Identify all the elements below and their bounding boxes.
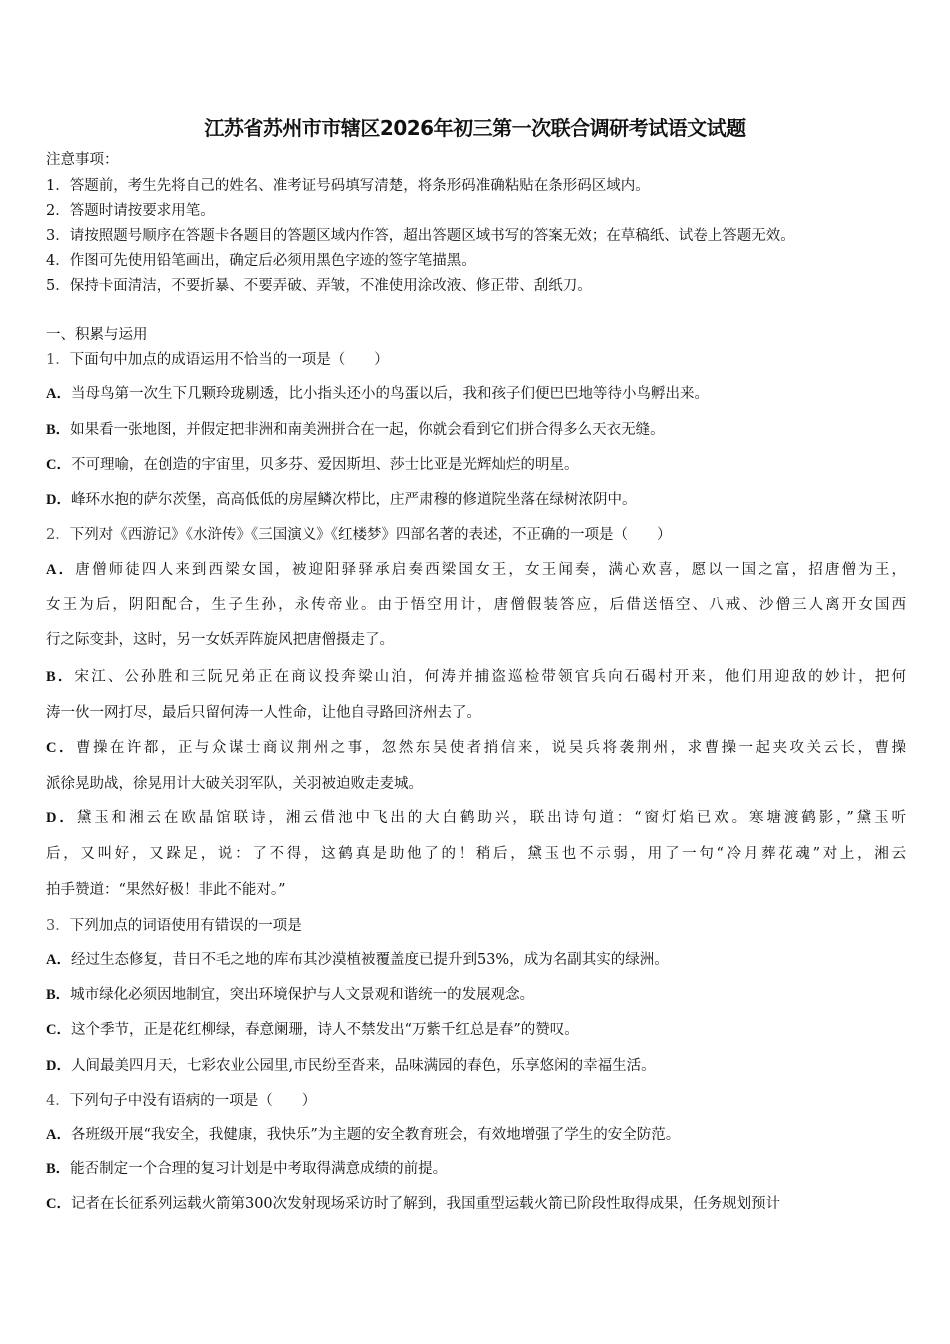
option-text: 拍手赞道：“果然好极！非此不能对。” [46, 882, 286, 898]
option-text: 记者在长征系列运载火箭第300次发射现场采访时了解到，我国重型运载火箭已阶段性取得成果，任务规划预计 [70, 1196, 781, 1212]
option-text: 曹操在许都，正与众谋士商议荆州之事，忽然东吴使者捎信来，说吴兵将袭荆州，求曹操一起夹攻关云长，曹操 [75, 740, 906, 756]
option-line [46, 490, 636, 510]
option-text: 女王为后，阴阳配合，生子生孙，永传帝业。由于悟空用计，唐僧假装答应，后借送悟空、八戒、沙僧三人离开女国西 [46, 597, 906, 613]
option-label: B． [46, 1161, 71, 1177]
option-line [46, 1125, 680, 1145]
option-line [46, 844, 906, 864]
question-text: 下面句中加点的成语运用不恰当的一项是（ ） [69, 352, 389, 368]
option-text: 峰环水抱的萨尔茨堡，高高低低的房屋鳞次栉比，庄严肃穆的修道院坐落在绿树浓阴中。 [70, 492, 637, 508]
option-line [46, 1159, 447, 1179]
option-line [46, 738, 906, 758]
option-line [46, 630, 394, 650]
option-line [46, 703, 481, 723]
option-text: 涛一伙一网打尽，最后只留何涛一人性命，让他自寻路回济州去了。 [46, 705, 481, 721]
option-label: A． [46, 952, 71, 968]
option-text: 如果看一张地图，并假定把非洲和南美洲拼合在一起，你就会看到它们拼合得多么天衣无缝。 [70, 422, 665, 438]
question-number: 1． [46, 352, 70, 368]
option-line [46, 1056, 656, 1076]
option-line [46, 1194, 780, 1214]
option-label: A． [46, 1127, 71, 1143]
question-text: 下列句子中没有语病的一项是（ ） [69, 1093, 317, 1109]
option-line [46, 950, 669, 970]
option-text: 人间最美四月天，七彩农业公园里,市民纷至沓来，品味满园的春色，乐享悠闲的幸福生活。 [70, 1058, 656, 1074]
option-text: 黛玉和湘云在欧晶馆联诗，湘云借池中飞出的大白鹤助兴，联出诗句道：“窗灯焰已欢。寒塘渡鹤影，”黛玉听 [76, 810, 906, 826]
option-text: 当母鸟第一次生下几颗玲珑剔透，比小指头还小的鸟蛋以后，我和孩子们便巴巴地等待小鸟孵出来。 [70, 386, 709, 402]
option-line [46, 595, 906, 615]
option-text: 唐僧师徒四人来到西梁女国，被迎阳驿驿承启奏西梁国女王，女王闻奏，满心欢喜，愿以一国之富，招唐僧为王， [75, 562, 906, 578]
option-label: D． [46, 810, 77, 826]
notice-item: 4．作图可先使用铅笔画出，确定后必须用黑色字迹的签字笔描黑。 [46, 253, 476, 269]
question-text: 下列对《西游记》《水浒传》《三国演义》《红楼梦》四部名著的表述，不正确的一项是（ ） [69, 527, 672, 543]
option-line [46, 1020, 579, 1040]
question-number: 2． [46, 527, 70, 543]
option-text: 宋江、公孙胜和三阮兄弟正在商议投奔梁山泊，何涛并捕盗巡检带领官兵向石碣村开来，他们用迎敌的妙计，把何 [74, 669, 907, 685]
option-text: 派徐晃助战，徐晃用计大破关羽军队，关羽被迫败走麦城。 [46, 776, 423, 792]
notice-item: 1．答题前，考生先将自己的姓名、准考证号码填写清楚，将条形码准确粘贴在条形码区域内。 [46, 178, 650, 194]
notice-item: 3．请按照题号顺序在答题卡各题目的答题区域内作答，超出答题区域书写的答案无效；在草稿纸、试卷上答题无效。 [46, 228, 795, 244]
option-line [46, 455, 578, 475]
option-line [46, 808, 906, 828]
option-text: 城市绿化必须因地制宜，突出环境保护与人文景观和谐统一的发展观念。 [70, 987, 535, 1003]
question-number: 4． [46, 1093, 70, 1109]
option-label: B． [46, 669, 75, 685]
option-label: C． [46, 1022, 71, 1038]
option-text: 这个季节，正是花红柳绿，春意阑珊，诗人不禁发出“万紫千红总是春”的赞叹。 [70, 1022, 579, 1038]
option-label: D． [46, 1058, 71, 1074]
option-line [46, 560, 906, 580]
option-line [46, 384, 709, 404]
option-text: 能否制定一个合理的复习计划是中考取得满意成绩的前提。 [70, 1161, 448, 1177]
option-label: B． [46, 987, 71, 1003]
question-stem [46, 1091, 316, 1111]
option-line [46, 880, 286, 900]
notice-heading: 注意事项： [46, 152, 119, 168]
question-stem [46, 350, 389, 370]
option-text: 后，又叫好，又跺足，说：了不得，这鹤真是助他了的！稍后，黛玉也不示弱，用了一句“冷月葬花魂”对上，湘云 [46, 846, 906, 862]
option-line [46, 420, 665, 440]
notice-item: 5．保持卡面清洁，不要折暴、不要弄破、弄皱，不准使用涂改液、修正带、刮纸刀。 [46, 278, 592, 294]
section-heading: 一、积累与运用 [46, 327, 148, 343]
page-title: 江苏省苏州市市辖区2026年初三第一次联合调研考试语文试题 [204, 116, 746, 140]
option-label: B． [46, 422, 71, 438]
option-text: 各班级开展“我安全，我健康，我快乐”为主题的安全教育班会，有效地增强了学生的安全防范。 [70, 1127, 681, 1143]
option-text: 经过生态修复，昔日不毛之地的库布其沙漠植被覆盖度已提升到53%，成为名副其实的绿洲。 [70, 952, 669, 968]
option-label: C． [46, 1196, 71, 1212]
option-label: A． [46, 386, 71, 402]
option-label: D． [46, 492, 71, 508]
question-stem [46, 525, 671, 545]
option-line [46, 667, 906, 687]
option-label: C． [46, 740, 76, 756]
option-line [46, 774, 423, 794]
notice-item: 2．答题时请按要求用笔。 [46, 203, 215, 219]
option-text: 行之际变卦，这时，另一女妖弄阵旋风把唐僧摄走了。 [46, 632, 394, 648]
option-line [46, 985, 534, 1005]
option-label: A． [46, 562, 76, 578]
question-stem [46, 916, 302, 936]
option-text: 不可理喻，在创造的宇宙里，贝多芬、爱因斯坦、莎士比亚是光辉灿烂的明星。 [70, 457, 579, 473]
question-text: 下列加点的词语使用有错误的一项是 [69, 918, 302, 934]
question-number: 3． [46, 918, 70, 934]
option-label: C． [46, 457, 71, 473]
